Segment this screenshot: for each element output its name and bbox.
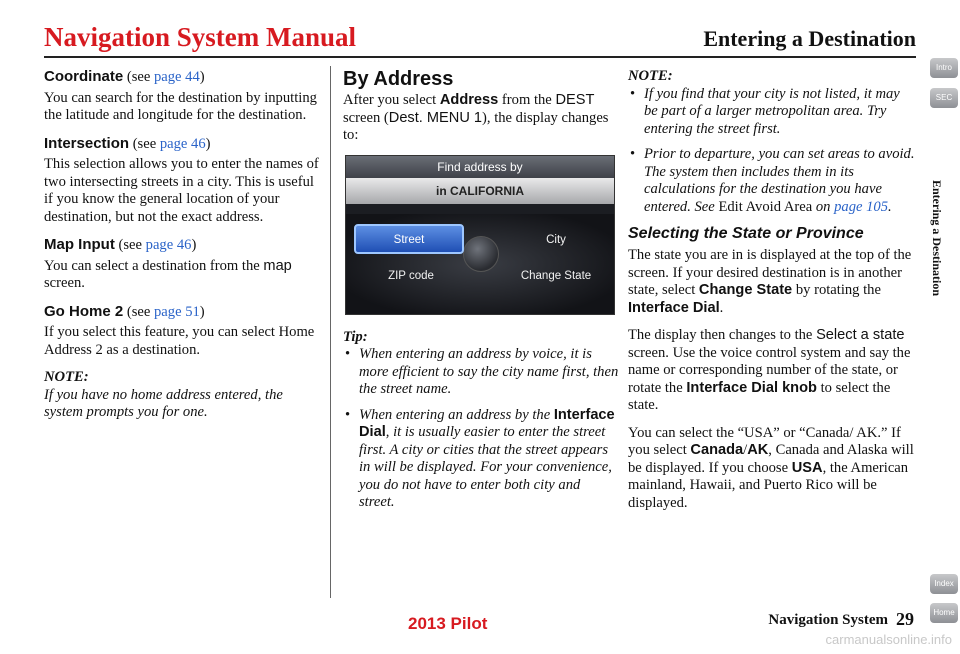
select-state-heading: Selecting the State or Province (628, 225, 864, 242)
footer-nav-label: Navigation System (768, 612, 888, 628)
column-left (44, 68, 320, 422)
section-title: Entering a Destination (703, 26, 916, 51)
page-46-link[interactable]: page 46 (159, 135, 206, 152)
column-divider (330, 66, 331, 598)
home-tab[interactable]: Home (930, 603, 958, 623)
change-state-button: Change State (520, 269, 592, 282)
page-44-link[interactable]: page 44 (153, 69, 200, 85)
screen-title-bar: Find address by (346, 156, 614, 178)
sec-tab[interactable]: SEC (930, 88, 958, 108)
page-51-link[interactable]: page 51 (154, 303, 200, 320)
interface-dial-icon (463, 236, 499, 272)
select-state-text-2: The display then changes to the Select a state screen. Use the voice control system and say the name or corresponding number of the state, or rotate the Interface Dial knob to select the state. (628, 327, 911, 413)
note-label: NOTE: (44, 369, 89, 385)
nav-screen-image (345, 155, 615, 315)
note-item: • Prior to departure, you can set areas to avoid. The system then includes them in its calculations for the destination you have entered. See Edit Avoid Area on page 105. (630, 146, 915, 215)
street-button: Street (354, 224, 464, 254)
zip-code-button: ZIP code (388, 269, 434, 282)
by-address-heading: By Address (343, 68, 454, 90)
header-divider (44, 56, 916, 58)
manual-title: Navigation System Manual (44, 22, 357, 52)
tip-list (343, 346, 619, 512)
go-home-2-heading: Go Home 2 (see page 51) (44, 302, 205, 320)
watermark: carmanualsonline.info (825, 632, 952, 647)
by-address-intro: After you select Address from the DEST screen (Dest. MENU 1), the display changes to: (343, 92, 609, 143)
intersection-heading: Intersection (see page 46) (44, 134, 211, 152)
coordinate-heading: Coordinate (see page 44) (44, 68, 205, 85)
map-input-heading: Map Input (see page 46) (44, 236, 197, 253)
city-button: City (546, 233, 566, 246)
tip-item: • When entering an address by voice, it is more efficient to say the city name first, then the street name. (345, 346, 619, 397)
coordinate-text: You can search for the destination by inputting the latitude and longitude for the destination. (44, 89, 317, 123)
select-state-text-1: The state you are in is displayed at the top of the screen. If your desired destination is in another state, select Change State by rotating the Interface Dial. (628, 247, 912, 316)
page-46-link-2[interactable]: page 46 (145, 237, 192, 253)
screen-state-bar: in CALIFORNIA (346, 178, 614, 204)
column-middle (343, 68, 619, 520)
model-year-label: 2013 Pilot (408, 614, 488, 633)
go-home-2-text: If you select this feature, you can select Home Address 2 as a destination. (44, 324, 315, 358)
intersection-text: This selection allows you to enter the names of two intersecting streets in a city. This is useful if you know the general location of your destination, but not the exact address. (44, 156, 319, 225)
note-text: If you have no home address entered, the system prompts you for one. (44, 386, 283, 420)
select-state-text-3: You can select the “USA” or “Canada/ AK.” If you select Canada/AK, Canada and Alaska will be displayed. If you choose USA, the American mainland, Hawaii, and Puerto Rico will be displayed. (628, 424, 914, 511)
column-right (628, 68, 916, 522)
index-tab[interactable]: Index (930, 574, 958, 594)
note-label-right: NOTE: (628, 68, 673, 84)
intro-tab[interactable]: Intro (930, 58, 958, 78)
tip-label: Tip: (343, 328, 368, 345)
map-input-text: You can select a destination from the map screen. (44, 257, 292, 291)
note-list (628, 86, 916, 217)
note-item: • If you find that your city is not listed, it may be part of a larger metropolitan area. Try entering the street first. (630, 85, 900, 137)
tip-item: • When entering an address by the Interface Dial, it is usually easier to enter the street first. A city or cities that the street appears in will be displayed. For your convenience, you do not have to enter both city and street. (345, 406, 615, 510)
page-number: 29 (896, 609, 914, 629)
page-105-link[interactable]: page 105 (834, 198, 889, 215)
